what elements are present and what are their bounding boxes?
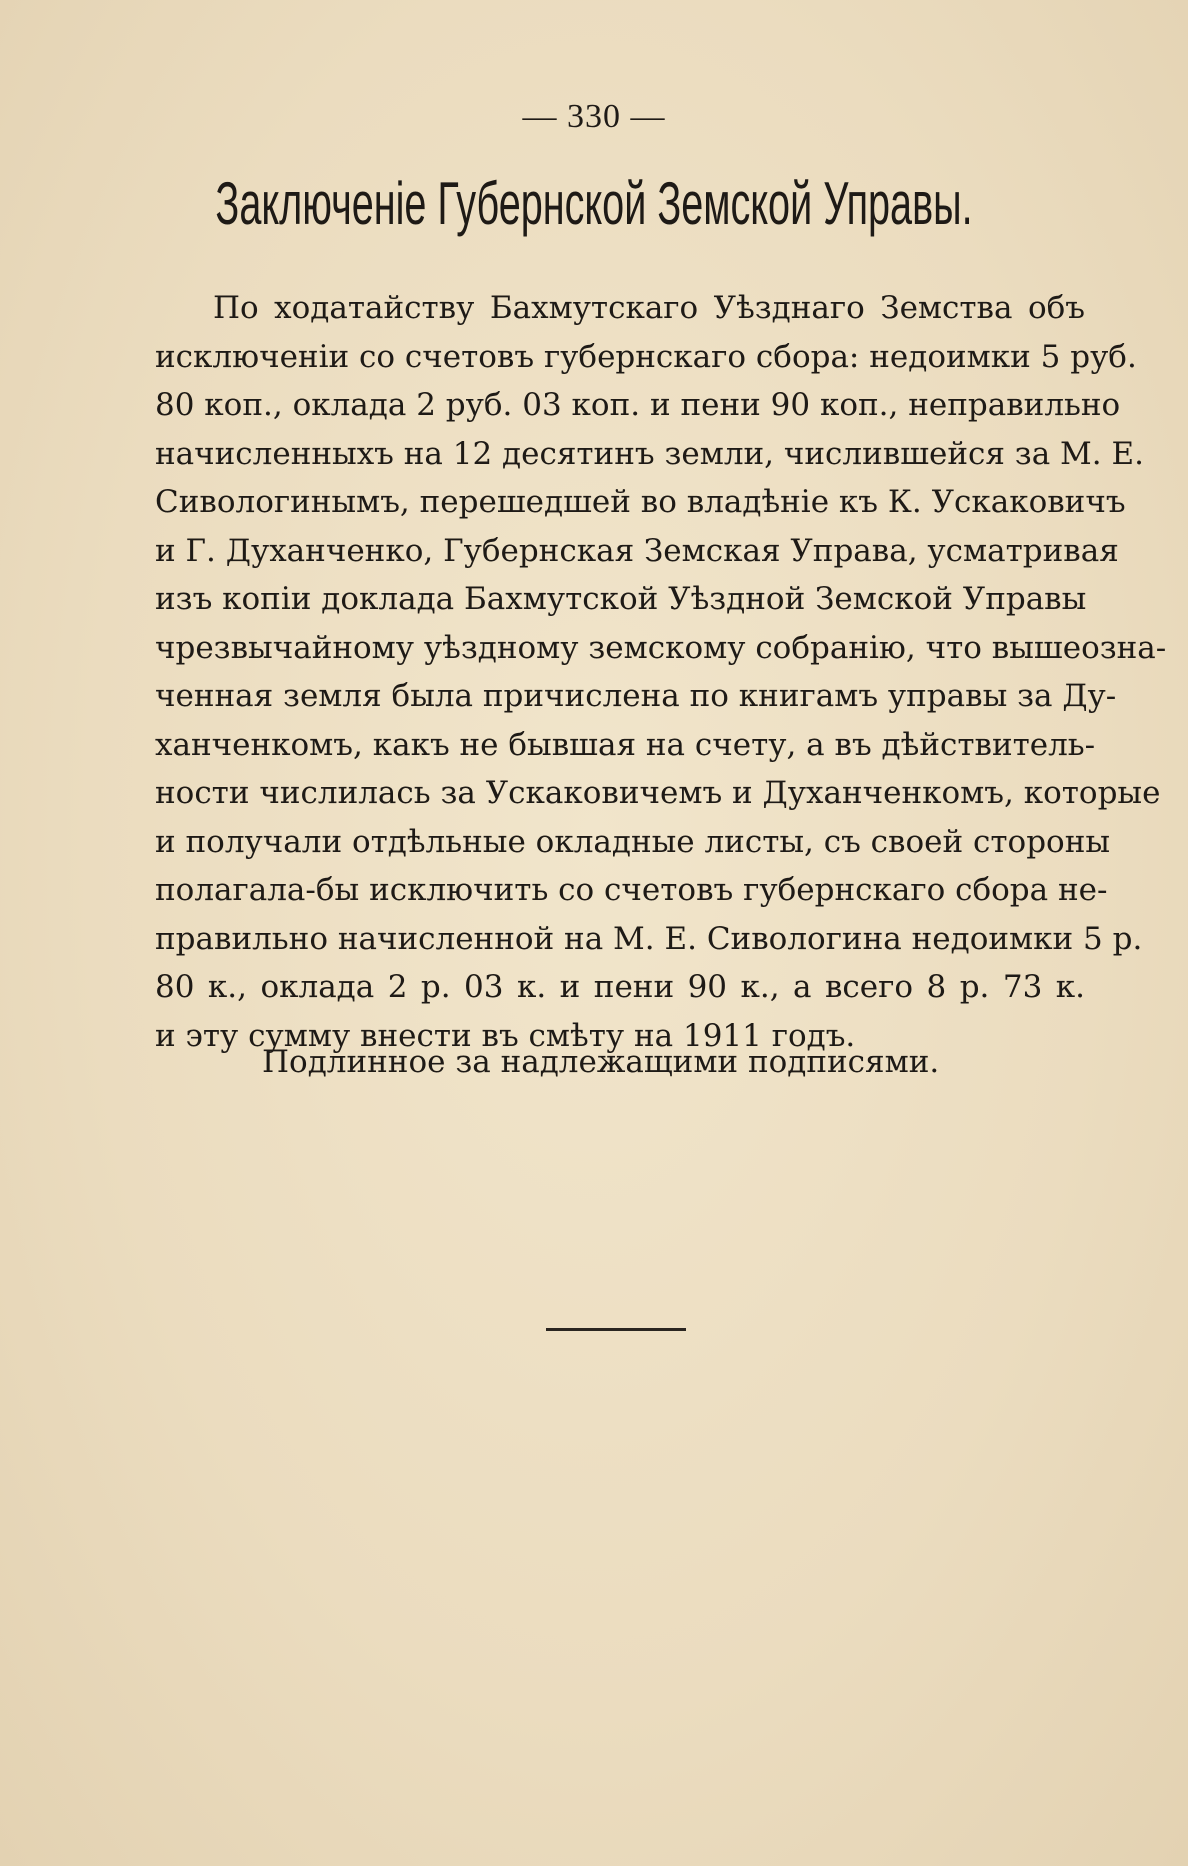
page-title: Заключеніе Губернской Земской Управы. — [215, 170, 973, 237]
text-line: начисленныхъ на 12 десятинъ земли, числившейся за М. Е. — [155, 435, 1144, 472]
text-line: и Г. Духанченко, Губернская Земская Управа, усматривая — [155, 532, 1119, 569]
text-line: полагала-бы исключить со счетовъ губернскаго сбора не- — [155, 872, 1108, 908]
text-line: ности числилась за Ускаковичемъ и Духанченкомъ, которые — [155, 775, 1161, 811]
text-line: чрезвычайному уѣздному земскому собранію, что вышеозна- — [155, 629, 1167, 666]
text-line: исключеніи со счетовъ губернскаго сбора: недоимки 5 руб. — [155, 338, 1137, 375]
text-line: правильно начисленной на М. Е. Сивологина недоимки 5 р. — [155, 920, 1143, 957]
text-line: 80 коп., оклада 2 руб. 03 коп. и пени 90 коп., неправильно — [155, 387, 1121, 423]
body-paragraph — [155, 284, 1167, 1060]
text-line: 80 к., оклада 2 р. 03 к. и пени 90 к., а всего 8 р. 73 к. — [155, 969, 1085, 1005]
text-line: и эту сумму внести въ смѣту на 1911 годъ. — [155, 1017, 856, 1054]
text-line: и получали отдѣльные окладные листы, съ своей стороны — [155, 823, 1111, 860]
text-line: ченная земля была причислена по книгамъ управы за Ду- — [155, 678, 1117, 714]
page-number: — 330 — — [522, 98, 666, 135]
text-line: По ходатайству Бахмутскаго Уѣзднаго Земства объ — [213, 290, 1085, 326]
text-line: Сивологинымъ, перешедшей во владѣніе къ К. Ускаковичъ — [155, 484, 1126, 520]
section-divider — [546, 1328, 686, 1331]
text-line: изъ копіи доклада Бахмутской Уѣздной Земской Управы — [155, 581, 1087, 617]
signature-note: Подлинное за надлежащими подписями. — [262, 1044, 940, 1080]
text-line: ханченкомъ, какъ не бывшая на счету, а въ дѣйствитель- — [155, 726, 1096, 763]
